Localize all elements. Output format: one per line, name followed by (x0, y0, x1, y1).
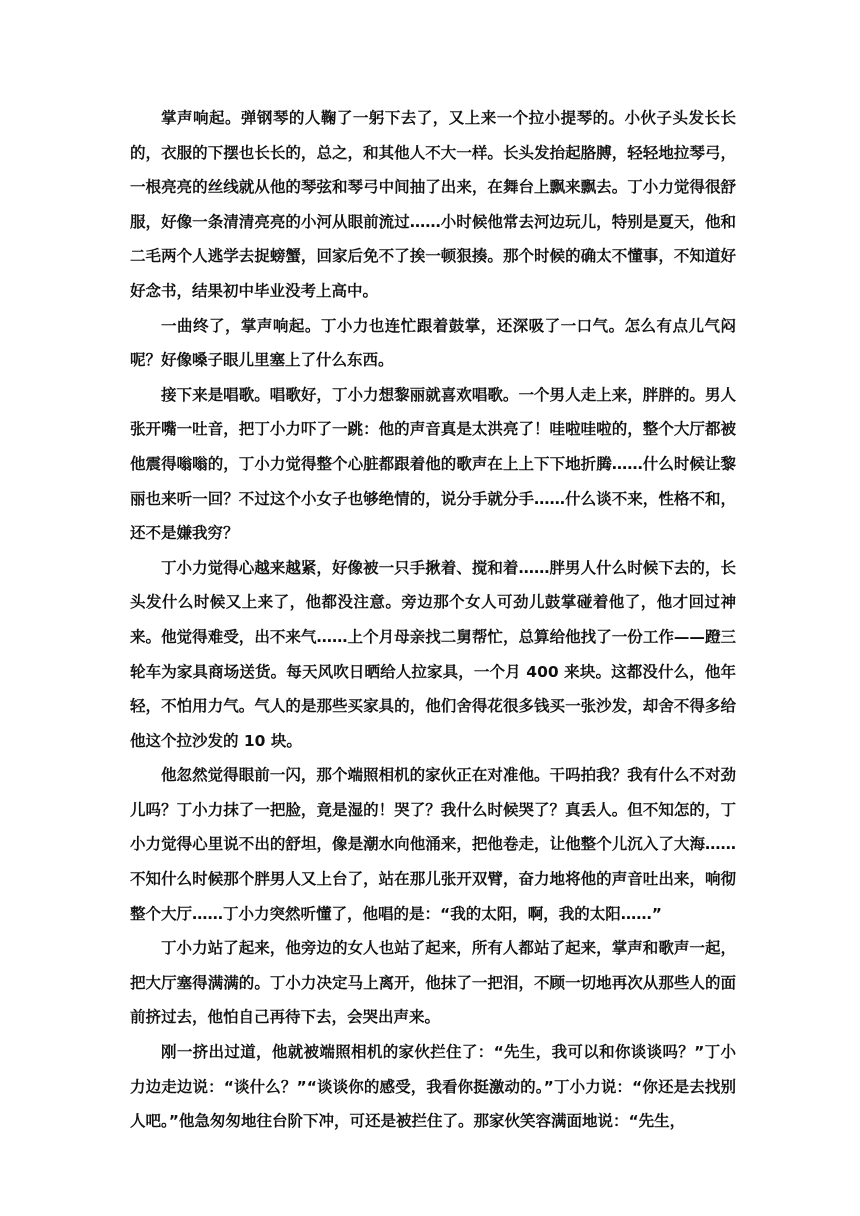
paragraph: 一曲终了，掌声响起。丁小力也连忙跟着鼓掌，还深吸了一口气。怎么有点儿气闷呢？好像嗓子眼儿里塞上了什么东西。 (130, 316, 736, 370)
document-page (130, 101, 736, 1139)
paragraph: 掌声响起。弹钢琴的人鞠了一躬下去了，又上来一个拉小提琴的。小伙子头发长长的，衣服的下摆也长长的，总之，和其他人不大一样。长头发抬起胳膊，轻轻地拉琴弓，一根亮亮的丝线就从他的琴弦和琴弓中间抽了出来，在舞台上飘来飘去。丁小力觉得很舒服，好像一条清清亮亮的小河从眼前流过……小时候他常去河边玩儿，特别是夏天，他和二毛两个人逃学去捉螃蟹，回家后免不了挨一顿狠揍。那个时候的确太不懂事，不知道好好念书，结果初中毕业没考上高中。 (130, 109, 736, 300)
paragraph: 接下来是唱歌。唱歌好，丁小力想黎丽就喜欢唱歌。一个男人走上来，胖胖的。男人张开嘴一吐音，把丁小力吓了一跳：他的声音真是太洪亮了！哇啦哇啦的，整个大厅都被他震得嗡嗡的，丁小力觉得整个心脏都跟着他的歌声在上上下下地折腾……什么时候让黎丽也来听一回？不过这个小女子也够绝情的，说分手就分手……什么谈不来，性格不和，还不是嫌我穷？ (130, 385, 736, 543)
paragraph: 他忽然觉得眼前一闪，那个端照相机的家伙正在对准他。干吗拍我？我有什么不对劲儿吗？丁小力抹了一把脸，竟是湿的！哭了？我什么时候哭了？真丢人。但不知怎的，丁小力觉得心里说不出的舒坦，像是潮水向他涌来，把他卷走，让他整个儿沉入了大海……不知什么时候那个胖男人又上台了，站在那儿张开双臂，奋力地将他的声音吐出来，响彻整个大厅……丁小力突然听懂了，他唱的是：“我的太阳，啊，我的太阳……” (130, 766, 736, 923)
paragraph: 刚一挤出过道，他就被端照相机的家伙拦住了：“先生，我可以和你谈谈吗？”丁小力边走边说：“谈什么？”“谈谈你的感受，我看你挺激动的。”丁小力说：“你还是去找别人吧。”他急匆匆地往台阶下冲，可还是被拦住了。那家伙笑容满面地说：“先生， (130, 1043, 736, 1131)
paragraph: 丁小力觉得心越来越紧，好像被一只手揪着、搅和着……胖男人什么时候下去的，长头发什么时候又上来了，他都没注意。旁边那个女人可劲儿鼓掌碰着他了，他才回过神来。他觉得难受，出不来气……上个月母亲找二舅帮忙，总算给他找了一份工作——蹬三轮车为家具商场送货。每天风吹日晒给人拉家具，一个月 400 来块。这都没什么，他年轻，不怕用力气。气人的是那些买家具的，他们舍得花很多钱买一张沙发，却舍不得多给他这个拉沙发的 10 块。 (130, 558, 736, 750)
paragraph: 丁小力站了起来，他旁边的女人也站了起来，所有人都站了起来，掌声和歌声一起，把大厅塞得满满的。丁小力决定马上离开，他抹了一把泪，不顾一切地再次从那些人的面前挤过去，他怕自己再待下去，会哭出声来。 (130, 939, 736, 1027)
